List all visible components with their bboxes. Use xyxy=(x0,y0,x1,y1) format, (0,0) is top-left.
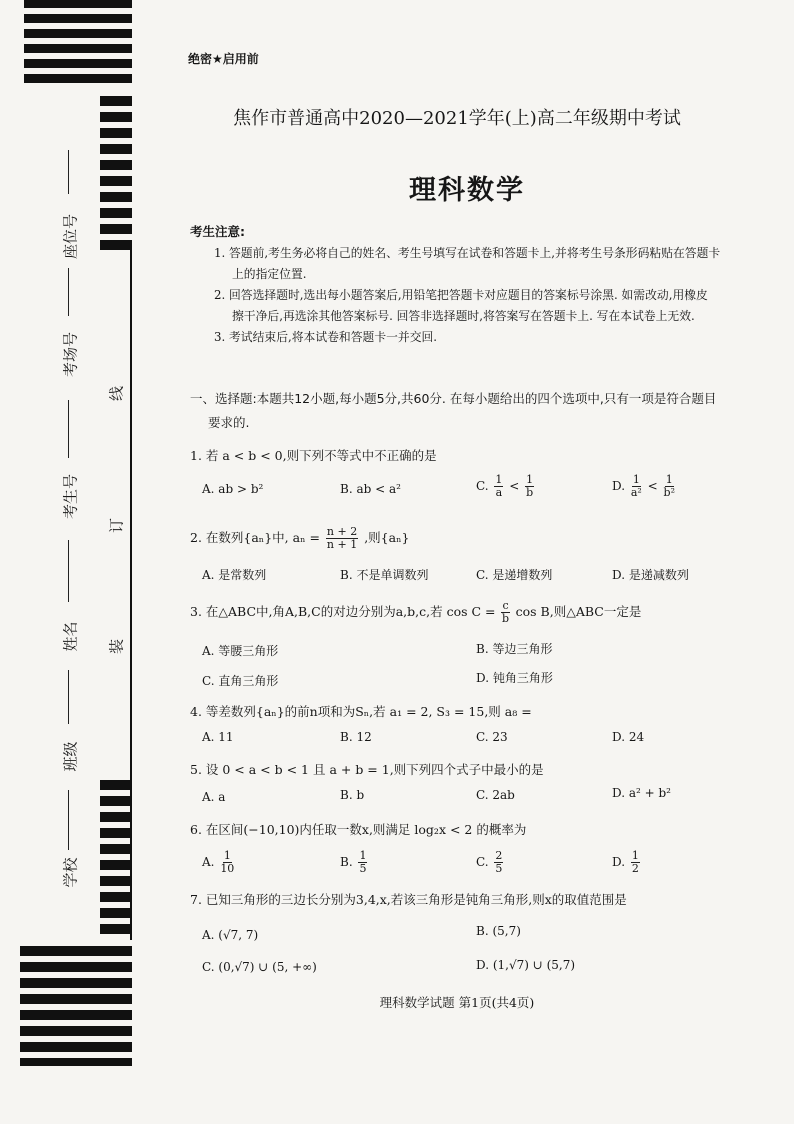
question-1-option-d xyxy=(612,474,677,499)
denominator: 2 xyxy=(631,862,639,875)
examinee-label: 考生号 xyxy=(61,474,80,520)
numerator: 1 xyxy=(665,473,673,486)
option-c-prefix: C. xyxy=(476,479,489,493)
note-2: 2. 回答选择题时,选出每小题答案后,用铅笔把答题卡对应题目的答案标号涂黑. 如需改动,用橡皮 xyxy=(214,288,708,302)
question-1-option-b: B. ab < a² xyxy=(340,482,401,496)
stem-suffix: ,则{aₙ} xyxy=(364,530,410,545)
room-underline xyxy=(68,268,69,316)
question-1-option-a: A. ab > b² xyxy=(202,482,264,496)
fraction xyxy=(326,526,358,551)
question-5-option-d: D. a² + b² xyxy=(612,786,671,800)
question-7-option-b: B. (5,7) xyxy=(476,924,521,938)
seat-label: 座位号 xyxy=(61,214,80,260)
question-4-stem: 4. 等差数列{aₙ}的前n项和为Sₙ,若 a₁ = 2, S₃ = 15,则 a₈ = xyxy=(190,704,532,719)
binding-ding-label: 订 xyxy=(107,518,126,534)
numerator: 2 xyxy=(495,849,503,862)
subject-title: 理科数学 xyxy=(409,175,525,206)
denominator: b² xyxy=(663,486,675,499)
fraction xyxy=(664,474,675,499)
question-5-option-c: C. 2ab xyxy=(476,788,515,802)
denominator: b xyxy=(502,612,510,625)
question-2-option-c: C. 是递增数列 xyxy=(476,568,553,582)
binding-zhuang-label: 装 xyxy=(107,639,126,655)
fraction xyxy=(631,474,642,499)
denominator: b xyxy=(526,486,534,499)
stem-prefix: 2. 在数列{aₙ}中, aₙ = xyxy=(190,530,320,545)
section-heading-line1: 一、选择题:本题共12小题,每小题5分,共60分. 在每小题给出的四个选项中,只有一项是符合题目 xyxy=(190,391,717,406)
question-5-option-b: B. b xyxy=(340,788,365,802)
operator: < xyxy=(647,479,658,493)
name-underline xyxy=(68,540,69,602)
fraction xyxy=(220,850,234,875)
fraction xyxy=(525,474,534,499)
note-1: 1. 答题前,考生务必将自己的姓名、考生号填写在试卷和答题卡上,并将考生号条形码粘贴在答题卡 xyxy=(214,246,721,260)
numerator: 1 xyxy=(223,849,231,862)
option-b-prefix: B. xyxy=(340,855,353,869)
note-1-cont: 上的指定位置. xyxy=(232,267,307,281)
section-heading-line2: 要求的. xyxy=(208,415,250,430)
question-6-option-c xyxy=(476,850,505,875)
numerator: 1 xyxy=(631,849,639,862)
notes-title: 考生注意: xyxy=(190,224,245,239)
question-2-option-b: B. 不是单调数列 xyxy=(340,568,429,582)
school-label: 学校 xyxy=(61,857,80,888)
denominator: a xyxy=(495,486,503,499)
page-footer: 理科数学试题 第1页(共4页) xyxy=(379,995,535,1010)
question-6-stem: 6. 在区间(−10,10)内任取一数x,则满足 log₂x < 2 的概率为 xyxy=(190,822,527,837)
option-a-prefix: A. xyxy=(202,855,215,869)
section-heading xyxy=(190,387,794,435)
denominator: 5 xyxy=(495,862,503,875)
question-6-option-a xyxy=(202,850,236,875)
binding-line-label: 线 xyxy=(107,386,126,402)
room-label: 考场号 xyxy=(61,332,80,378)
denominator: a² xyxy=(630,486,642,499)
option-d-prefix: D. xyxy=(612,479,626,493)
fraction xyxy=(501,600,509,625)
denominator: n + 1 xyxy=(326,538,358,551)
question-5-stem: 5. 设 0 < a < b < 1 且 a + b = 1,则下列四个式子中最小的是 xyxy=(190,762,544,777)
examinee-underline xyxy=(68,400,69,458)
stem-suffix: cos B,则△ABC一定是 xyxy=(515,604,642,619)
denominator: 5 xyxy=(359,862,367,875)
option-c-prefix: C. xyxy=(476,855,489,869)
fraction xyxy=(494,850,503,875)
question-3-option-b: B. 等边三角形 xyxy=(476,642,553,656)
question-1-option-c xyxy=(476,474,536,499)
stem-prefix: 3. 在△ABC中,角A,B,C的对边分别为a,b,c,若 cos C = xyxy=(190,604,496,619)
numerator: 1 xyxy=(359,849,367,862)
option-d-prefix: D. xyxy=(612,855,626,869)
numerator: n + 2 xyxy=(326,525,358,538)
school-underline xyxy=(68,790,69,850)
question-7-option-a: A. (√7, 7) xyxy=(202,928,259,942)
question-5-option-a: A. a xyxy=(202,790,226,804)
fraction xyxy=(494,474,503,499)
question-6-option-b xyxy=(340,850,369,875)
question-7-option-c: C. (0,√7) ∪ (5, +∞) xyxy=(202,960,317,974)
fraction xyxy=(358,850,367,875)
denominator: 10 xyxy=(220,862,235,875)
question-3-option-a: A. 等腰三角形 xyxy=(202,644,279,658)
question-4-option-a: A. 11 xyxy=(202,730,234,744)
question-2-option-a: A. 是常数列 xyxy=(202,568,267,582)
question-2-stem xyxy=(190,526,409,551)
question-1-stem: 1. 若 a < b < 0,则下列不等式中不正确的是 xyxy=(190,448,437,463)
question-2-option-d: D. 是递减数列 xyxy=(612,568,689,582)
question-4-option-c: C. 23 xyxy=(476,730,508,744)
question-7-stem: 7. 已知三角形的三边长分别为3,4,x,若该三角形是钝角三角形,则x的取值范围是 xyxy=(190,892,627,907)
question-3-option-d: D. 钝角三角形 xyxy=(476,671,553,685)
question-4-option-d: D. 24 xyxy=(612,730,645,744)
numerator: 1 xyxy=(526,473,534,486)
class-underline xyxy=(68,670,69,724)
question-4-option-b: B. 12 xyxy=(340,730,372,744)
numerator: 1 xyxy=(632,473,640,486)
question-3-option-c: C. 直角三角形 xyxy=(202,674,279,688)
numerator: c xyxy=(502,599,509,612)
secret-label: 绝密★启用前 xyxy=(188,52,259,66)
question-6-option-d xyxy=(612,850,642,875)
class-label: 班级 xyxy=(61,741,80,772)
note-3: 3. 考试结束后,将本试卷和答题卡一并交回. xyxy=(214,330,438,344)
question-7-option-d: D. (1,√7) ∪ (5,7) xyxy=(476,958,576,972)
note-2-cont: 擦干净后,再选涂其他答案标号. 回答非选择题时,将答案写在答题卡上. 写在本试卷上无效. xyxy=(232,309,695,323)
numerator: 1 xyxy=(495,473,503,486)
question-3-stem xyxy=(190,600,641,625)
fraction xyxy=(631,850,640,875)
operator: < xyxy=(509,479,520,493)
name-label: 姓名 xyxy=(61,621,80,652)
exam-title: 焦作市普通高中2020—2021学年(上)高二年级期中考试 xyxy=(233,108,681,129)
